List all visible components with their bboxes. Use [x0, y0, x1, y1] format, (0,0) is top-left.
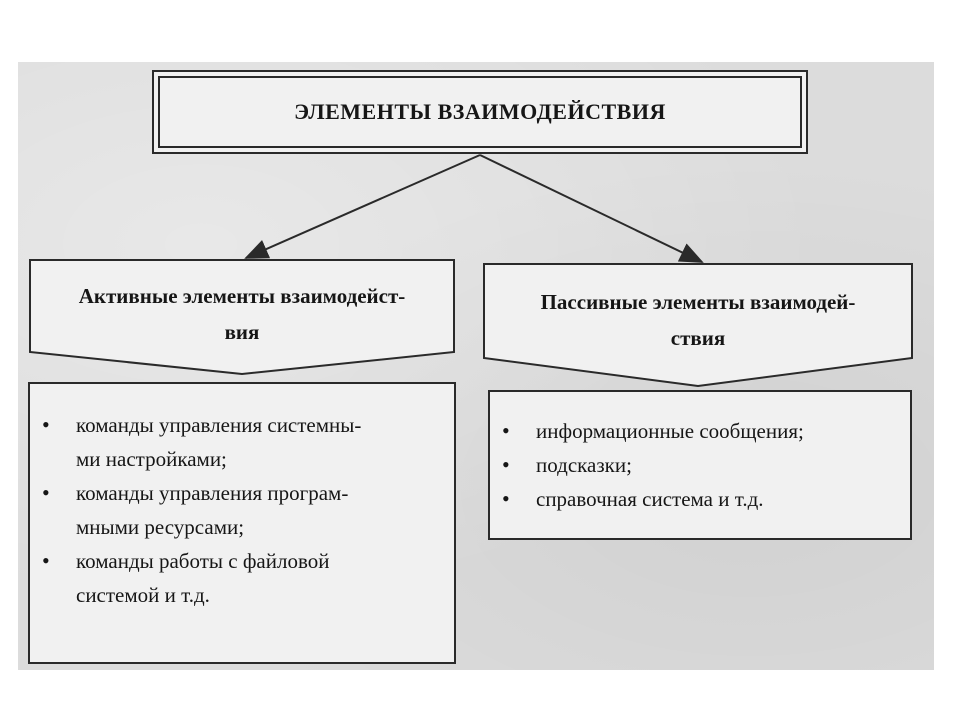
list-item: [28, 544, 456, 612]
item-line: ми настройками;: [76, 447, 227, 471]
passive-items-list: [488, 414, 912, 516]
diagram-title: ЭЛЕМЕНТЫ ВЗАИМОДЕЙСТВИЯ: [294, 99, 666, 124]
item-line: команды управления програм-: [76, 481, 349, 505]
passive-heading-line1: Пассивные элементы взаимодей-: [540, 290, 856, 314]
passive-heading: [484, 284, 912, 356]
item-line: команды управления системны-: [76, 413, 362, 437]
item-line: информационные сообщения;: [536, 419, 804, 443]
item-line: команды работы с файловой: [76, 549, 330, 573]
item-line: системой и т.д.: [76, 583, 210, 607]
bullet-icon: •: [502, 418, 510, 443]
active-heading-line1: Активные элементы взаимодейст-: [78, 284, 406, 308]
arrow-to-active: [246, 155, 480, 258]
active-heading-line2: вия: [224, 320, 260, 344]
bullet-icon: •: [42, 412, 50, 437]
active-items-list: [28, 408, 456, 612]
bullet-icon: •: [42, 480, 50, 505]
list-item: [488, 448, 912, 482]
bullet-icon: •: [502, 452, 510, 477]
list-item: [488, 482, 912, 516]
list-item: [28, 476, 456, 544]
arrow-to-passive: [480, 155, 702, 262]
list-item: [28, 408, 456, 476]
bullet-icon: •: [502, 486, 510, 511]
passive-heading-line2: ствия: [670, 326, 726, 350]
bullet-icon: •: [42, 548, 50, 573]
list-item: [488, 414, 912, 448]
active-heading: [30, 278, 454, 350]
item-line: подсказки;: [536, 453, 632, 477]
item-line: справочная система и т.д.: [536, 487, 764, 511]
item-line: мными ресурсами;: [76, 515, 245, 539]
